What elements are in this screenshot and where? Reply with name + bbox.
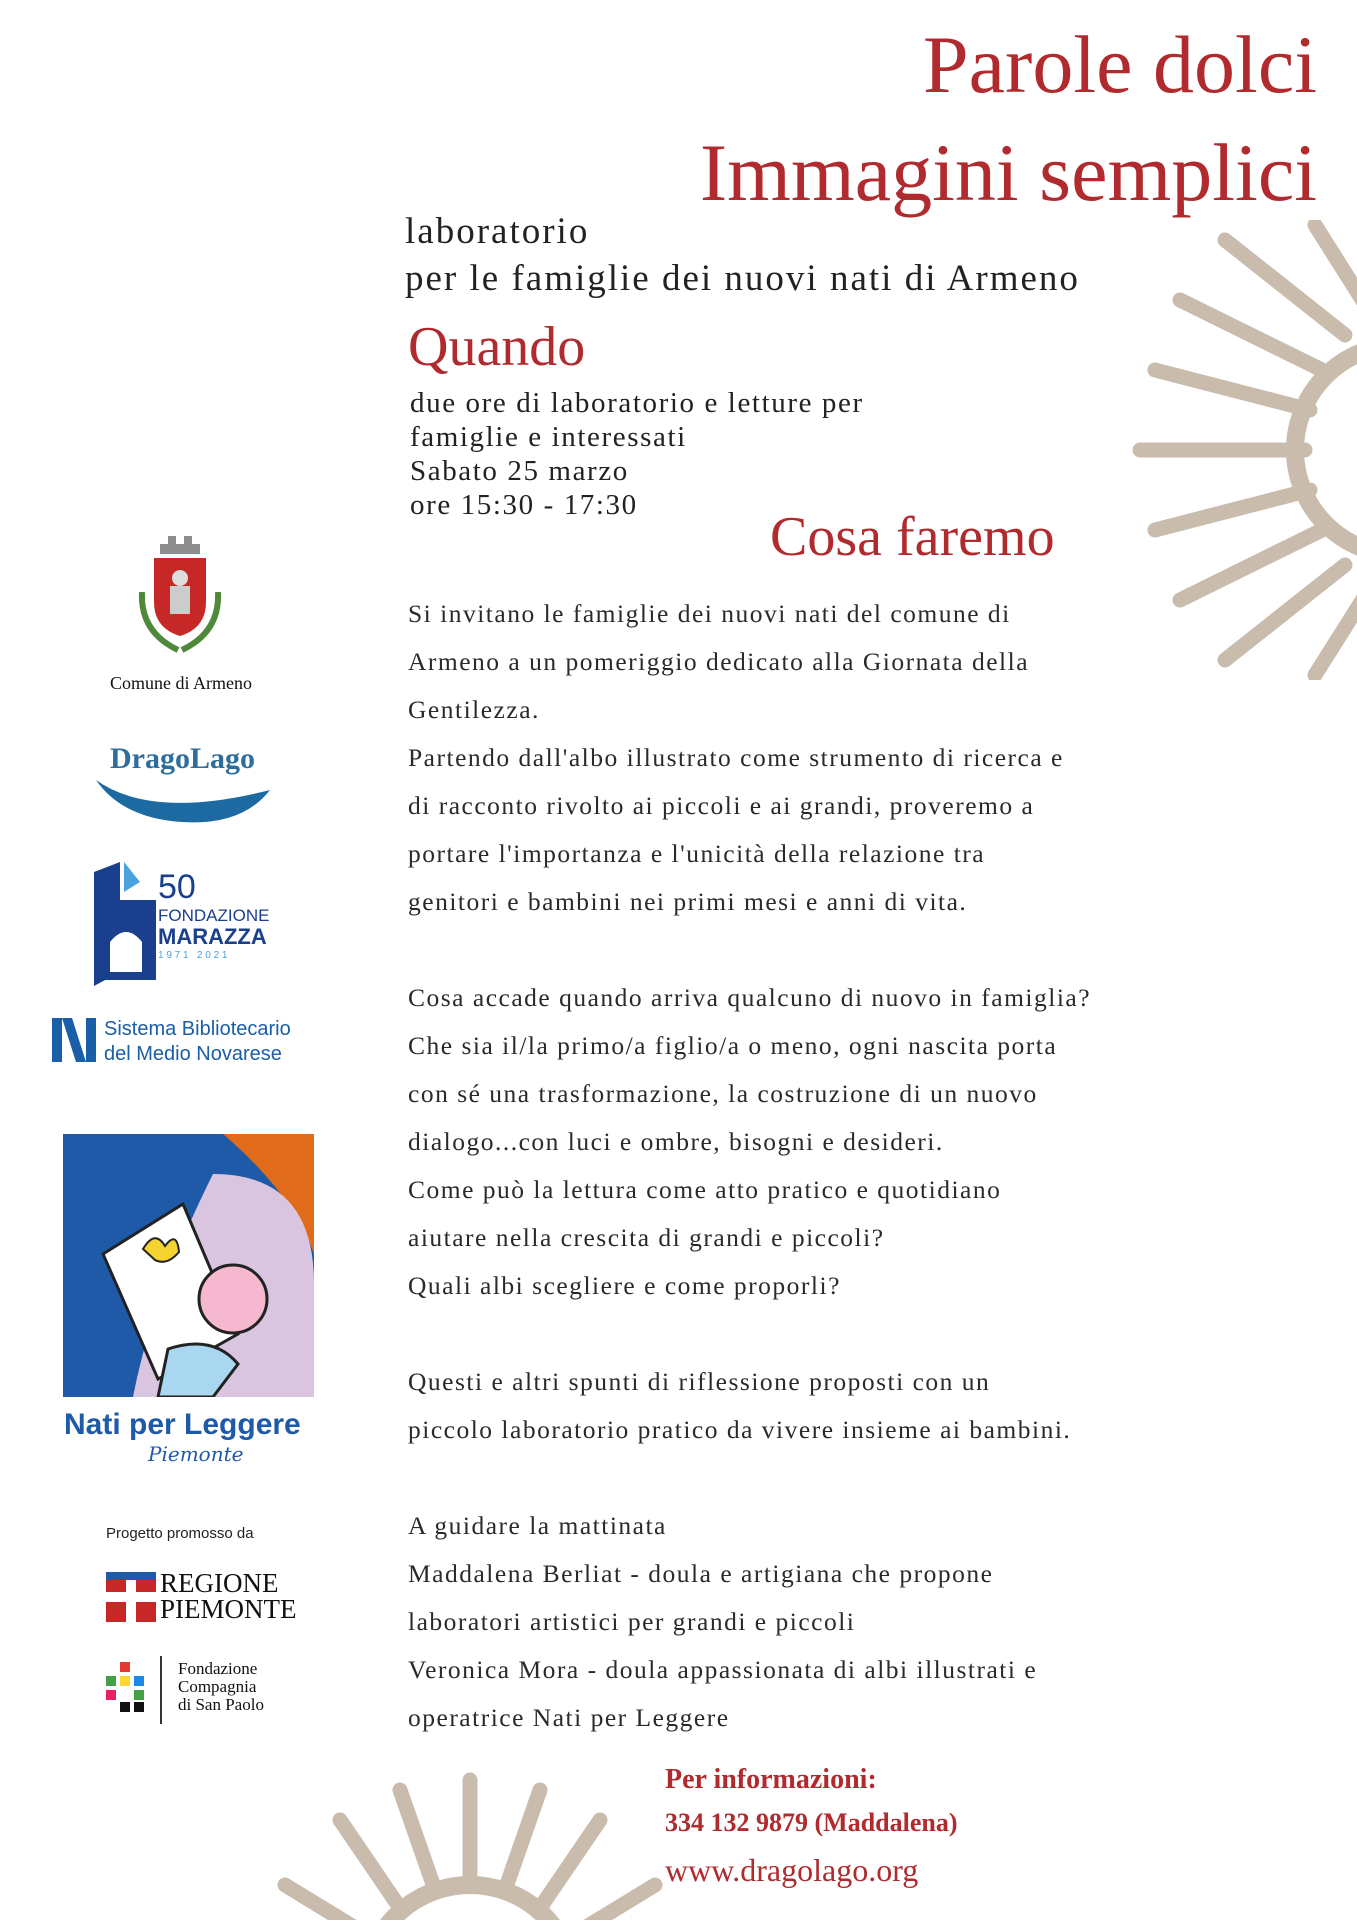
marazza-number: 50 <box>158 868 196 906</box>
body-line: Partendo dall'albo illustrato come strumento di ricerca e <box>408 743 1064 772</box>
title-line-2: Immagini semplici <box>699 127 1317 218</box>
nati-per-leggere-illustration <box>63 1134 314 1397</box>
sanpaolo-logo-icon <box>106 1662 146 1714</box>
comune-crest-icon <box>132 532 228 662</box>
body-line: con sé una trasformazione, la costruzione di un nuovo <box>408 1079 1038 1108</box>
body-line: genitori e bambini nei primi mesi e anni di vita. <box>408 887 968 916</box>
regione-text <box>160 1570 297 1622</box>
body-line: Si invitano le famiglie dei nuovi nati del comune di <box>408 599 1011 628</box>
sanpaolo-line1: Fondazione <box>178 1659 258 1678</box>
body-line: Gentilezza. <box>408 695 540 724</box>
title-line-1: Parole dolci <box>923 19 1317 110</box>
sistema-line1: Sistema Bibliotecario <box>104 1018 291 1040</box>
dragolago-logo-text: DragoLago <box>110 742 255 775</box>
when-heading: Quando <box>408 316 586 378</box>
sun-ornament-bottom <box>270 1760 670 1920</box>
when-details <box>410 386 864 522</box>
dragolago-wave-icon <box>92 770 274 826</box>
body-line: portare l'importanza e l'unicità della relazione tra <box>408 839 986 868</box>
comune-label: Comune di Armeno <box>110 673 252 693</box>
subtitle-line-2: per le famiglie dei nuovi nati di Armeno <box>405 258 1080 299</box>
when-line: famiglie e interessati <box>410 421 687 453</box>
sanpaolo-text <box>178 1660 264 1714</box>
body-line: Come può la lettura come atto pratico e quotidiano <box>408 1175 1002 1204</box>
marazza-logo-icon <box>90 862 160 986</box>
body-line: Questi e altri spunti di riflessione proposti con un <box>408 1367 991 1396</box>
promosso-label: Progetto promosso da <box>106 1525 254 1542</box>
marazza-years: 1 9 7 1 2 0 2 1 <box>158 950 228 961</box>
body-line: dialogo...con luci e ombre, bisogni e desideri. <box>408 1127 944 1156</box>
body-line: laboratori artistici per grandi e piccoli <box>408 1607 856 1636</box>
body-line: Maddalena Berliat - doula e artigiana che propone <box>408 1559 994 1588</box>
body-line: aiutare nella crescita di grandi e piccoli? <box>408 1223 885 1252</box>
body-line: operatrice Nati per Leggere <box>408 1703 730 1732</box>
when-line: ore 15:30 - 17:30 <box>410 489 638 521</box>
sanpaolo-divider <box>160 1656 162 1724</box>
info-heading: Per informazioni: <box>665 1764 877 1795</box>
sistema-logo-icon <box>50 1016 98 1064</box>
body-line: di racconto rivolto ai piccoli e ai grandi, proveremo a <box>408 791 1035 820</box>
body-line: piccolo laboratorio pratico da vivere insieme ai bambini. <box>408 1415 1072 1444</box>
marazza-line2: MARAZZA <box>158 924 267 949</box>
regione-line1: REGIONE <box>160 1568 279 1598</box>
body-line: Veronica Mora - doula appassionata di albi illustrati e <box>408 1655 1038 1684</box>
subtitle-line-1: laboratorio <box>405 211 590 252</box>
sanpaolo-line3: di San Paolo <box>178 1695 264 1714</box>
info-phone: 334 132 9879 (Maddalena) <box>665 1808 958 1837</box>
info-website[interactable]: www.dragolago.org <box>665 1852 919 1888</box>
sanpaolo-line2: Compagnia <box>178 1677 257 1696</box>
body-line: Che sia il/la primo/a figlio/a o meno, ogni nascita porta <box>408 1031 1058 1060</box>
when-line: Sabato 25 marzo <box>410 455 629 487</box>
when-line: due ore di laboratorio e letture per <box>410 387 864 419</box>
body-line: A guidare la mattinata <box>408 1511 667 1540</box>
body-text <box>408 590 1288 1742</box>
regione-piemonte-flag-icon <box>106 1572 156 1622</box>
marazza-line1: FONDAZIONE <box>158 906 270 925</box>
npl-region: Piemonte <box>148 1442 244 1466</box>
body-line: Armeno a un pomeriggio dedicato alla Giornata della <box>408 647 1030 676</box>
body-line: Cosa accade quando arriva qualcuno di nuovo in famiglia? <box>408 983 1092 1012</box>
what-heading: Cosa faremo <box>770 506 1055 568</box>
sistema-line2: del Medio Novarese <box>104 1043 282 1065</box>
regione-line2: PIEMONTE <box>160 1594 297 1624</box>
body-line: Quali albi scegliere e come proporli? <box>408 1271 841 1300</box>
npl-name: Nati per Leggere <box>64 1408 301 1441</box>
